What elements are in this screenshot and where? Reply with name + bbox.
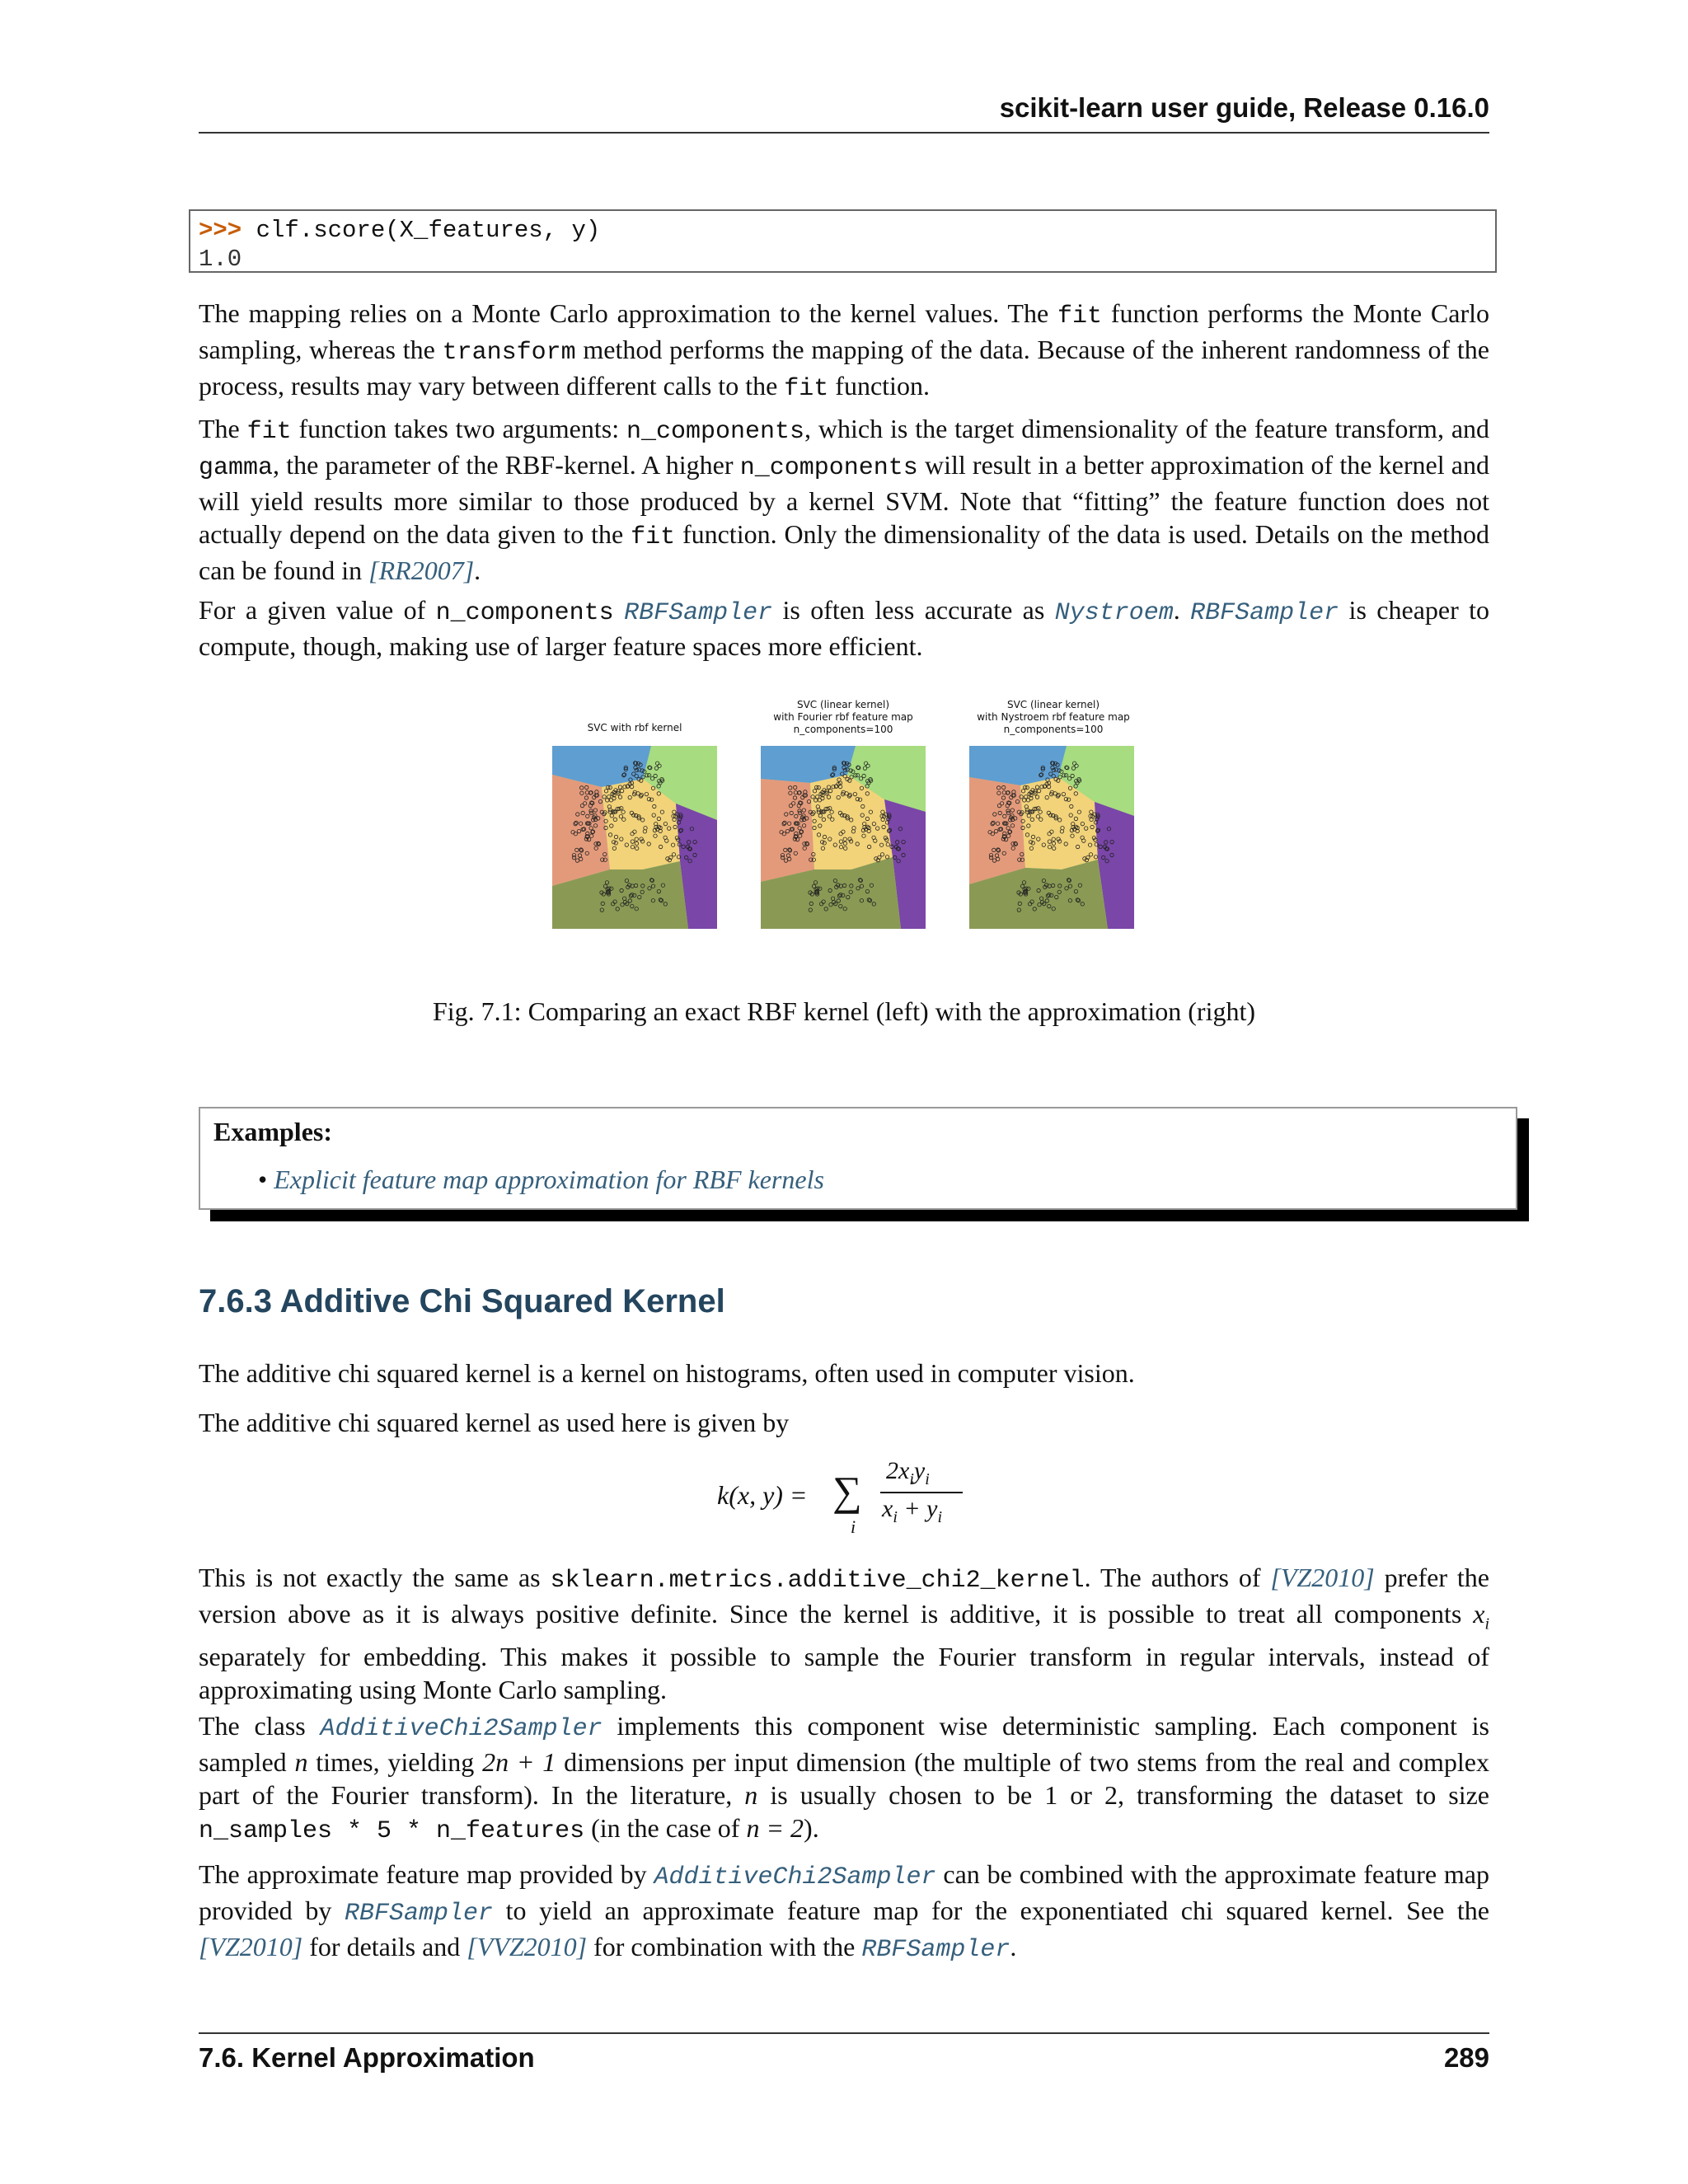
figure-7-1	[528, 688, 1170, 960]
additivechi2sampler-link[interactable]: AdditiveChi2Sampler	[320, 1715, 603, 1743]
inline-code: sklearn.metrics.additive_chi2_kernel	[550, 1567, 1085, 1595]
inline-code: n_components	[435, 599, 614, 627]
panel-3-title: SVC (linear kernel) with Nystroem rbf feature map n_components=100	[977, 699, 1130, 735]
equation-numerator: $2x_iy_i$	[886, 1457, 930, 1488]
panel-1-decision-regions	[552, 746, 717, 929]
panel-2-decision-regions	[761, 746, 926, 929]
example-link-rbf[interactable]: Explicit feature map approximation for RBF kernels	[274, 1165, 824, 1194]
additivechi2sampler-link[interactable]: AdditiveChi2Sampler	[654, 1863, 936, 1891]
inline-code: transform	[442, 339, 576, 367]
paragraph-2: The fit function takes two arguments: n_components, which is the target dimensionality of the feature transform, and gamma, the parameter of the RBF-kernel. A higher n_components will result in a better approximation of the kernel and will yield results more similar to those produced by a kernel SVM. Note that “fitting” the feature function does not actually depend on the data given to the fit function. Only the dimensionality of the data is used. Details on the method can be found in [RR2007].	[199, 414, 1490, 585]
inline-code: n_components	[626, 418, 805, 446]
citation-link-rr2007[interactable]: [RR2007]	[368, 555, 475, 585]
section-heading: 7.6.3 Additive Chi Squared Kernel	[199, 1283, 725, 1319]
inline-code: n_components	[739, 454, 918, 482]
code-block	[189, 209, 1497, 273]
figure-caption: Fig. 7.1: Comparing an exact RBF kernel (left) with the approximation (right)	[432, 996, 1255, 1026]
panel-1-title: SVC with rbf kernel	[587, 722, 682, 733]
equation-lhs: k(x, y) =	[717, 1480, 808, 1510]
inline-code: gamma	[199, 454, 274, 482]
rbfsampler-link[interactable]: RBFSampler	[861, 1936, 1010, 1964]
sum-symbol: ∑	[832, 1468, 862, 1514]
rbfsampler-link[interactable]: RBFSampler	[1190, 599, 1339, 627]
equation	[717, 1449, 981, 1540]
inline-code: n_samples * 5 * n_features	[199, 1817, 585, 1845]
rbfsampler-link[interactable]: RBFSampler	[344, 1900, 493, 1928]
citation-link-vz2010[interactable]: [VZ2010]	[1270, 1563, 1375, 1592]
paragraph-8: The approximate feature map provided by AdditiveChi2Sampler can be combined with the approximate feature map provided by RBFSampler to yield an approximate feature map for the exponentiated chi squared kernel. See the [VZ2010] for details and [VVZ2010] for combination with the RBFSampler.	[199, 1859, 1490, 1964]
equation-denominator: $x_i + y_i$	[882, 1495, 943, 1526]
paragraph-4: The additive chi squared kernel is a kernel on histograms, often used in computer vision.	[199, 1358, 1135, 1388]
examples-title: Examples:	[213, 1117, 332, 1146]
rbfsampler-link[interactable]: RBFSampler	[624, 599, 773, 627]
paragraph-6: This is not exactly the same as sklearn.metrics.additive_chi2_kernel. The authors of [VZ2010] prefer the version above as it is always positive definite. Since the kernel is additive, it is possible to treat all components $x_i$ separately for embedding. This makes it possible to sample the Fourier transform in regular intervals, instead of approximating using Monte Carlo sampling.	[199, 1563, 1490, 1705]
sum-index: i	[851, 1516, 856, 1537]
citation-link-vz2010[interactable]: [VZ2010]	[199, 1932, 303, 1961]
code-prompt: >>>	[199, 217, 242, 244]
running-header	[199, 92, 1489, 134]
nystroem-link[interactable]: Nystroem	[1054, 599, 1174, 627]
admonition-box	[199, 1107, 1517, 1210]
inline-code: fit	[784, 375, 829, 403]
paragraph-5: The additive chi squared kernel as used here is given by	[199, 1408, 790, 1437]
examples-list-item: • Explicit feature map approximation for RBF kernels	[258, 1165, 824, 1194]
paragraph-7: The class AdditiveChi2Sampler implements this component wise deterministic sampling. Each component is sampled n times, yielding 2n + 1 dimensions per input dimension (the multiple of two stems from the real and complex part of the Fourier transform). In the literature, n is usually chosen to be 1 or 2, transforming the dataset to size n_samples * 5 * n_features (in the case of n = 2).	[199, 1711, 1490, 1845]
inline-code: fit	[1057, 302, 1103, 330]
inline-code: fit	[631, 523, 676, 551]
fraction-bar	[880, 1492, 963, 1493]
page-number: 289	[1443, 2042, 1489, 2073]
header-title: scikit-learn user guide, Release 0.16.0	[999, 92, 1489, 123]
paragraph-1: The mapping relies on a Monte Carlo approximation to the kernel values. The fit function performs the Monte Carlo sampling, whereas the transform method performs the mapping of the data. Because of the inherent randomness of the process, results may vary between different calls to the fit function.	[199, 298, 1490, 403]
code-line-2: 1.0	[199, 246, 242, 273]
inline-code: fit	[246, 418, 292, 446]
panel-3-decision-regions	[969, 746, 1134, 929]
examples-admonition	[199, 1107, 1517, 1210]
citation-link-vvz2010[interactable]: [VVZ2010]	[467, 1932, 588, 1961]
footer-section: 7.6. Kernel Approximation	[199, 2042, 535, 2073]
code-line-1: clf.score(X_features, y)	[256, 217, 601, 244]
panel-2-title: SVC (linear kernel) with Fourier rbf feature map n_components=100	[773, 699, 913, 735]
running-footer	[199, 2032, 1489, 2074]
paragraph-3: For a given value of n_components RBFSampler is often less accurate as Nystroem. RBFSampler is cheaper to compute, though, making use of larger feature spaces more efficient.	[199, 595, 1490, 661]
